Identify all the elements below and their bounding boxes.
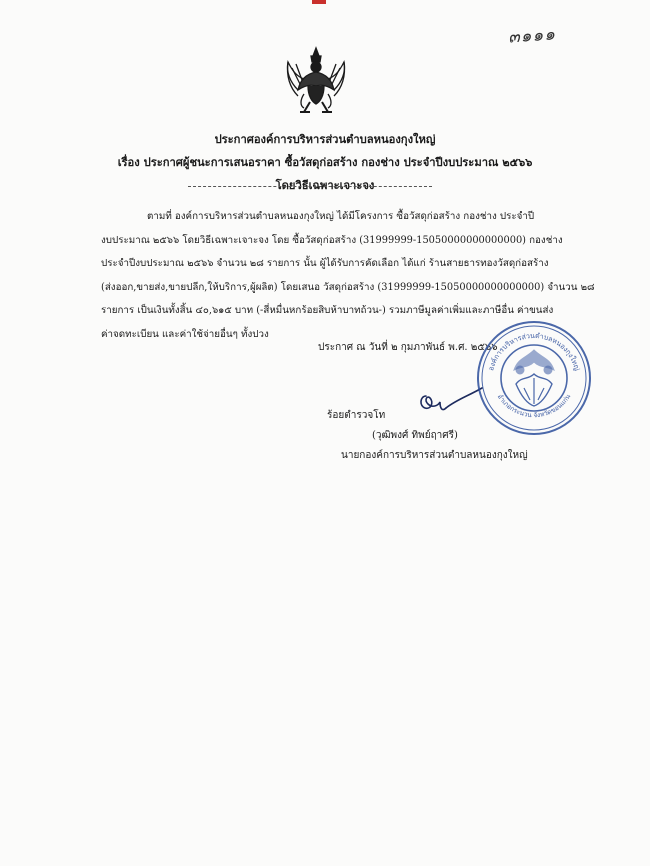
- official-seal-stamp: [474, 318, 594, 438]
- seal-outer-text: องค์การบริหารส่วนตำบลหนองกุงใหญ่: [487, 331, 581, 372]
- body-line: รายการ เป็นเงินทั้งสิ้น ๔๐,๖๑๕ บาท (-สี่หมื่นหกร้อยสิบห้าบาทถ้วน-) รวมภาษีมูลค่าเพิ่มและภาษีอื่น ค่าขนส่ง: [101, 305, 554, 316]
- rank-label: ร้อยตำรวจโท: [327, 410, 386, 421]
- body-line: (ส่งออก,ขายส่ง,ขายปลีก,ให้บริการ,ผู้ผลิต) โดยเสนอ วัสดุก่อสร้าง (31999999-15050000000000000) จำนวน ๒๘: [101, 281, 595, 293]
- signer-name: (วุฒิพงศ์ ทิพย์ฤาศรี): [372, 430, 458, 441]
- body-line: ค่าจดทะเบียน และค่าใช้จ่ายอื่นๆ ทั้งปวง: [101, 328, 269, 340]
- dashed-divider: [188, 186, 432, 187]
- garuda-emblem-icon: [282, 46, 350, 118]
- announcement-date: ประกาศ ณ วันที่ ๒ กุมภาพันธ์ พ.ศ. ๒๕๖๖: [318, 342, 498, 353]
- body-line: ประจำปีงบประมาณ ๒๕๖๖ จำนวน ๒๘ รายการ นั้น ผู้ได้รับการคัดเลือก ได้แก่ ร้านสายธารทองวัสดุก่อสร้าง: [101, 258, 549, 269]
- header-method: โดยวิธีเฉพาะเจาะจง: [275, 178, 375, 192]
- red-corner-mark: [312, 0, 326, 4]
- header-subject: เรื่อง ประกาศผู้ชนะการเสนอราคา ซื้อวัสดุก่อสร้าง กองช่าง ประจำปีงบประมาณ ๒๕๖๖: [117, 155, 533, 169]
- handwritten-document-number: ๓๑๑๑: [507, 24, 557, 48]
- seal-bottom-text: อำเภอกระนวน จังหวัดขอนแก่น: [495, 392, 573, 420]
- signer-title: นายกองค์การบริหารส่วนตำบลหนองกุงใหญ่: [341, 450, 528, 461]
- body-line: งบประมาณ ๒๕๖๖ โดยวิธีเฉพาะเจาะจง โดย ซื้อวัสดุก่อสร้าง (31999999-15050000000000000) กองช่าง: [101, 234, 563, 246]
- header-title: ประกาศองค์การบริหารส่วนตำบลหนองกุงใหญ่: [214, 132, 436, 146]
- body-line: ตามที่ องค์การบริหารส่วนตำบลหนองกุงใหญ่ ได้มีโครงการ ซื้อวัสดุก่อสร้าง กองช่าง ประจำปี: [147, 211, 535, 222]
